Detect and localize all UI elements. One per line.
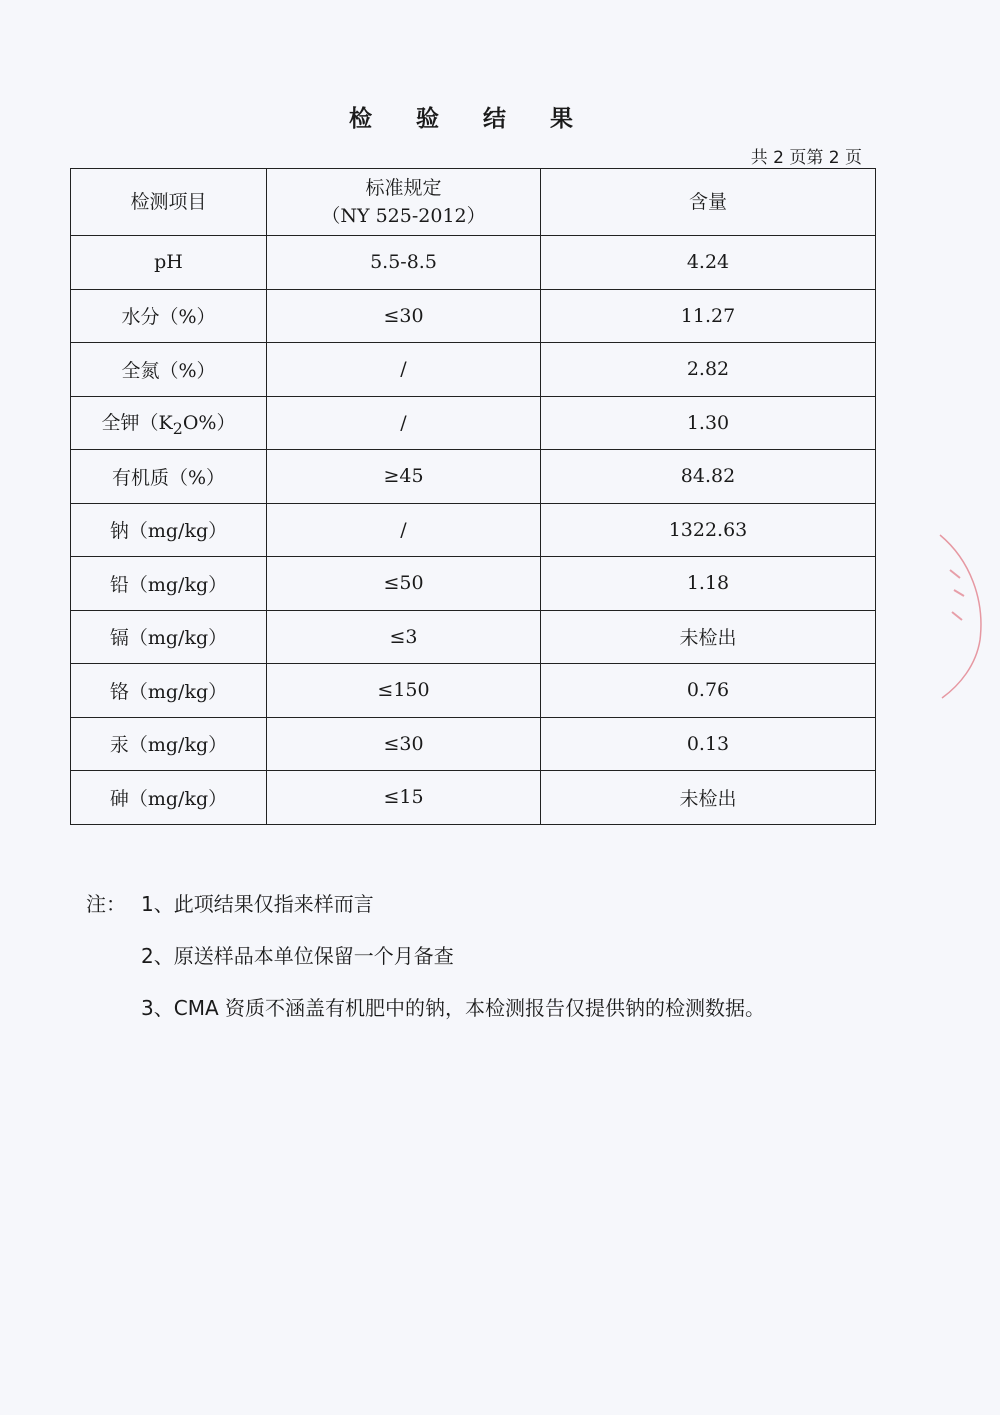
row-item-subscript: 2 [172, 418, 183, 438]
row-value: 1.30 [541, 396, 876, 450]
row-value: 0.76 [541, 664, 876, 718]
note-text: 1、此项结果仅指来样而言 [141, 892, 374, 916]
table-row [71, 396, 876, 450]
row-standard: / [267, 343, 541, 397]
row-value: 2.82 [541, 343, 876, 397]
row-item: 全氮（%） [71, 343, 267, 397]
row-item: 镉（mg/kg） [71, 610, 267, 664]
table-row [71, 450, 876, 504]
row-value: 0.13 [541, 717, 876, 771]
red-seal-stamp [930, 530, 990, 700]
table-row [71, 289, 876, 343]
row-item: 水分（%） [71, 289, 267, 343]
row-item-suffix: O%） [182, 411, 236, 434]
table-row [71, 717, 876, 771]
header-standard [267, 169, 541, 236]
row-standard: ≤15 [267, 771, 541, 825]
results-table [70, 168, 876, 825]
row-item: 钠（mg/kg） [71, 503, 267, 557]
row-item-prefix: 全钾（K [101, 411, 173, 434]
row-value: 4.24 [541, 236, 876, 290]
row-standard: ≤150 [267, 664, 541, 718]
header-standard-line1: 标准规定 [365, 177, 442, 199]
note-text: 2、原送样品本单位保留一个月备查 [141, 944, 454, 968]
table-row [71, 236, 876, 290]
row-standard: ≤3 [267, 610, 541, 664]
row-standard: / [267, 503, 541, 557]
notes-label: 注： [86, 892, 126, 916]
row-standard: ≤30 [267, 717, 541, 771]
table-row [71, 771, 876, 825]
row-value: 1.18 [541, 557, 876, 611]
table-row [71, 557, 876, 611]
table-row [71, 664, 876, 718]
page-title: 检 验 结 果 [348, 105, 592, 132]
row-item: 汞（mg/kg） [71, 717, 267, 771]
row-standard: / [267, 396, 541, 450]
header-standard-line2: （NY 525-2012） [321, 205, 486, 227]
table-row [71, 503, 876, 557]
header-content: 含量 [541, 169, 876, 236]
row-item: 砷（mg/kg） [71, 771, 267, 825]
header-item: 检测项目 [71, 169, 267, 236]
row-item: 铅（mg/kg） [71, 557, 267, 611]
table-row [71, 343, 876, 397]
row-value: 1322.63 [541, 503, 876, 557]
row-value: 84.82 [541, 450, 876, 504]
note-text: 3、CMA 资质不涵盖有机肥中的钠，本检测报告仅提供钠的检测数据。 [141, 996, 765, 1020]
row-item: 铬（mg/kg） [71, 664, 267, 718]
row-standard: ≤30 [267, 289, 541, 343]
row-standard: 5.5-8.5 [267, 236, 541, 290]
row-value: 11.27 [541, 289, 876, 343]
table-header-row [71, 169, 876, 236]
row-standard: ≤50 [267, 557, 541, 611]
table-row [71, 610, 876, 664]
row-standard: ≥45 [267, 450, 541, 504]
page-indicator: 共 2 页第 2 页 [750, 148, 862, 168]
row-item: pH [71, 236, 267, 290]
row-value: 未检出 [541, 771, 876, 825]
row-item [71, 396, 267, 450]
row-value: 未检出 [541, 610, 876, 664]
row-item: 有机质（%） [71, 450, 267, 504]
